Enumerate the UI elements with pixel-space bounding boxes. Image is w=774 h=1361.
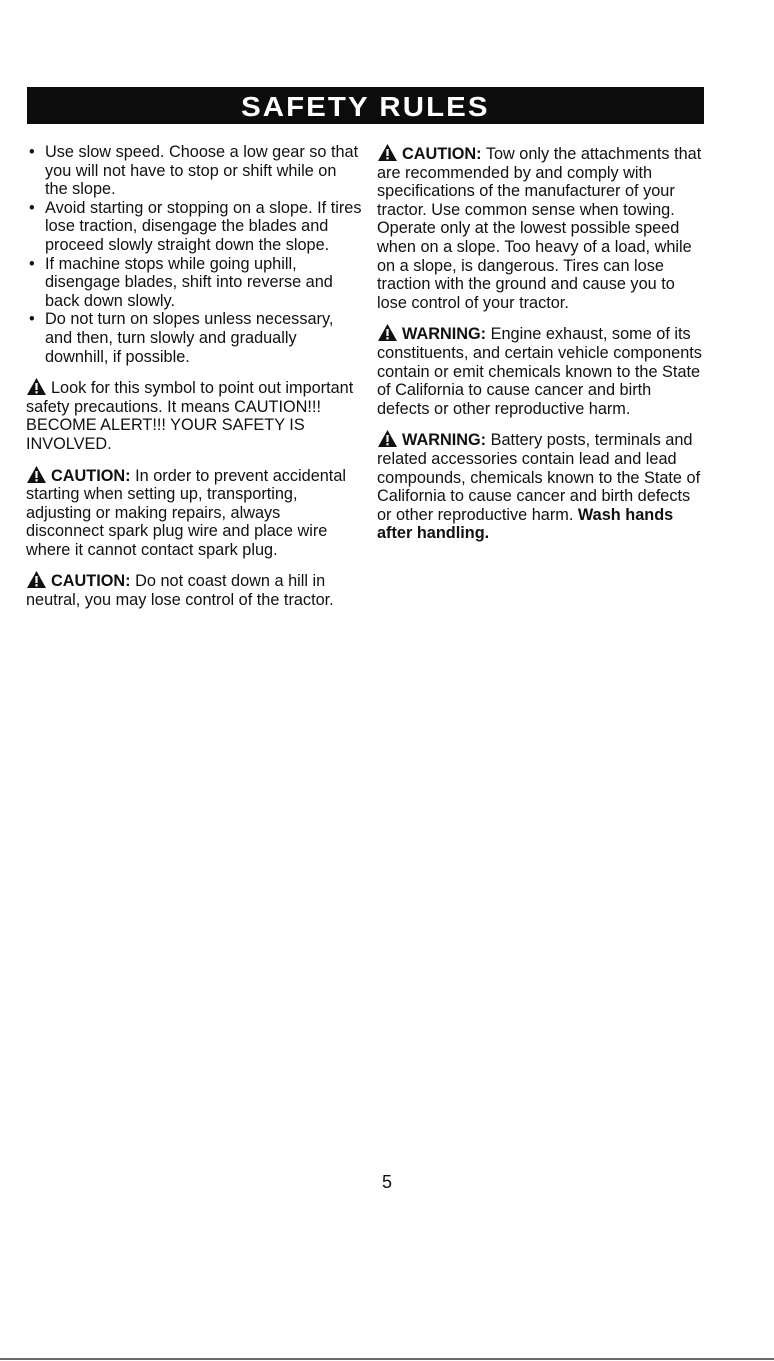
slope-safety-list — [26, 143, 362, 366]
warning-triangle-icon — [377, 429, 398, 448]
caution-text: Tow only the attachments that are recommended by and comply with specifications of the manufacturer of your tractor. Use common sense when towing. Operate only at the lowest possible speed when on a slope. Too heavy of a load, while on a slope, is dangerous. Tires can lose traction with the ground and cause you to lose control of your tractor. — [377, 145, 702, 312]
symbol-note-text: Look for this symbol to point out important safety precautions. It means CAUTION!!! BECOME ALERT!!! YOUR SAFETY IS INVOLVED. — [26, 379, 354, 453]
list-item: • Use slow speed. Choose a low gear so that you will not have to stop or shift while on the slope. — [26, 143, 362, 199]
page-number: 5 — [381, 1172, 392, 1192]
symbol-note — [26, 377, 362, 453]
caution-text: Do not coast down a hill in neutral, you may lose control of the tractor. — [26, 572, 334, 610]
section-header-bar — [27, 87, 704, 124]
list-item: • If machine stops while going uphill, disengage blades, shift into reverse and back down slowly. — [26, 255, 362, 311]
caution-label: CAUTION: — [51, 466, 131, 485]
warning-text: Engine exhaust, some of its constituents, and certain vehicle components contain or emit chemicals known to the State of California to cause cancer and birth defects or other reproductive harm. — [377, 325, 702, 418]
caution-coasting — [26, 570, 362, 609]
warning-triangle-icon — [26, 377, 47, 396]
warning-engine-exhaust — [377, 323, 707, 418]
caution-text: In order to prevent accidental starting when setting up, transporting, adjusting or making repairs, always disconnect spark plug wire and place wire where it cannot contact spark plug. — [26, 466, 347, 559]
warning-label: WARNING: — [402, 325, 487, 344]
caution-accidental-starting — [26, 465, 362, 560]
warning-triangle-icon — [26, 465, 47, 484]
warning-triangle-icon — [26, 570, 47, 589]
right-column — [377, 143, 707, 543]
page-bottom-rule — [0, 1358, 774, 1360]
warning-triangle-icon — [377, 143, 398, 162]
warning-text: Battery posts, terminals and related accessories contain lead and lead compounds, chemicals known to the State of California to cause cancer and birth defects or other reproductive harm. — [377, 431, 701, 524]
left-column — [26, 143, 362, 610]
warning-triangle-icon — [377, 323, 398, 342]
caution-label: CAUTION: — [51, 572, 131, 591]
caution-label: CAUTION: — [402, 145, 482, 163]
warning-label: WARNING: — [402, 431, 487, 450]
list-item: • Avoid starting or stopping on a slope. If tires lose traction, disengage the blades and proceed slowly straight down the slope. — [26, 199, 362, 255]
warning-battery — [377, 429, 707, 543]
caution-towing — [377, 143, 707, 312]
list-item: • Do not turn on slopes unless necessary, and then, turn slowly and gradually downhill, if possible. — [26, 310, 362, 366]
page-title: SAFETY RULES — [241, 90, 490, 122]
wash-hands-note: Wash hands after handling. — [377, 505, 674, 543]
